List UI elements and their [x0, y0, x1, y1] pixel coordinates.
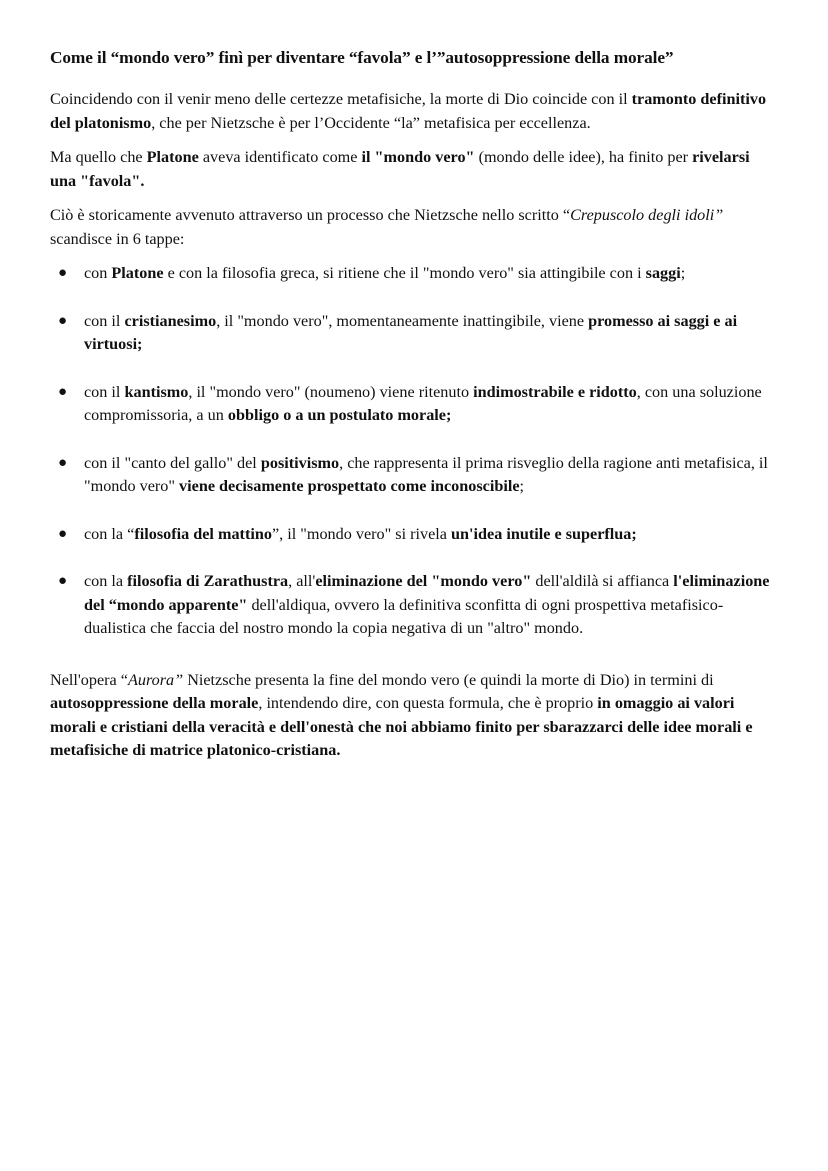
text-run: Nietzsche presenta la fine del mondo vero (e quindi la morte di Dio) in termini di [183, 670, 714, 689]
bold-run: tramonto definitivo del platonismo [50, 90, 767, 132]
bold-run: obbligo o a un postulato morale; [227, 406, 452, 424]
text-run: dell'aldiqua, ovvero la definitiva sconfitta di ogni prospettiva metafisico-dualistica che faccia del nostro mondo la copia negativa di un "altro" mondo. [84, 595, 724, 637]
bold-run: promesso ai saggi e ai virtuosi; [84, 311, 738, 353]
platone-paragraph [50, 146, 778, 193]
bold-run: saggi [645, 264, 681, 282]
bullet-icon: ● [58, 525, 68, 542]
text-run: scandisce in 6 tappe: [50, 229, 185, 248]
text-run: ”, il "mondo vero" si rivela [271, 524, 452, 543]
text-run: con il [84, 382, 125, 401]
bold-run: viene decisamente prospettato come inconoscibile [179, 477, 520, 495]
bold-run: rivelarsi una "favola". [50, 148, 750, 190]
bullet-icon: ● [58, 383, 68, 400]
bold-run: autosoppressione della morale [50, 694, 259, 712]
text-run: Ciò è storicamente avvenuto attraverso un processo che Nietzsche nello scritto “ [50, 206, 571, 224]
bold-run: eliminazione del "mondo vero" [315, 572, 532, 590]
bold-run: kantismo [124, 382, 189, 401]
text-run: con la [84, 572, 128, 590]
text-run: (mondo delle idee), ha finito per [474, 148, 693, 166]
list-item [50, 381, 778, 428]
list-item [50, 310, 778, 357]
bold-run: Platone [146, 148, 199, 166]
text-run: Nell'opera “ [50, 670, 128, 689]
text-run: con la “ [84, 524, 135, 543]
bold-run: filosofia del mattino [134, 524, 272, 543]
list-item [50, 262, 778, 286]
bold-run: in omaggio ai valori morali e cristiani della veracità e dell'onestà che noi abbiamo finito per sbarazzarci delle idee morali e metafisiche di matrice platonico-cristiana. [50, 694, 753, 759]
text-run: Ma quello che [50, 148, 147, 166]
bold-run: filosofia di Zarathustra [127, 572, 289, 590]
page-title: Come il “mondo vero” finì per diventare “favola” e l’”autosoppressione della morale” [50, 48, 674, 67]
text-run: con il "canto del gallo" del [84, 453, 261, 472]
bullet-icon: ● [58, 312, 68, 329]
text-run: , all' [288, 572, 316, 590]
process-paragraph [50, 204, 778, 251]
bold-run: cristianesimo [124, 311, 217, 330]
bold-run: positivismo [260, 453, 340, 472]
intro-paragraph [50, 88, 778, 135]
list-item [50, 570, 778, 641]
text-run: , il "mondo vero", momentaneamente inattingibile, viene [216, 311, 589, 330]
text-run: , intendendo dire, con questa formula, che è proprio [258, 694, 598, 712]
text-run: aveva identificato come [198, 148, 362, 166]
text-run: , che rappresenta il prima risveglio della ragione anti metafisica, il "mondo vero" [84, 453, 768, 495]
italic-run: Crepuscolo degli idoli” [570, 206, 724, 224]
text-run: ; [519, 477, 525, 495]
text-run: con [84, 264, 112, 282]
bold-run: il "mondo vero" [361, 148, 475, 166]
stages-list [50, 262, 778, 641]
text-run: con il [84, 311, 125, 330]
text-run: ; [680, 264, 686, 282]
bold-run: un'idea inutile e superflua; [451, 524, 637, 543]
text-run: e con la filosofia greca, si ritiene che il "mondo vero" sia attingibile con i [163, 264, 646, 282]
italic-run: Aurora” [127, 670, 184, 689]
text-run: , che per Nietzsche è per l’Occidente “la” metafisica per eccellenza. [151, 113, 591, 132]
bold-run: l'eliminazione del “mondo apparente" [84, 572, 770, 614]
bold-run: Platone [111, 264, 164, 282]
text-run: , con una soluzione compromissoria, a un [84, 382, 762, 424]
list-item [50, 523, 778, 547]
document-page [50, 46, 778, 774]
list-item [50, 452, 778, 499]
bullet-icon: ● [58, 265, 68, 281]
text-run: Coincidendo con il venir meno delle certezze metafisiche, la morte di Dio coincide con il [50, 90, 632, 108]
text-run: dell'aldilà si affianca [531, 572, 674, 590]
text-run: , il "mondo vero" (noumeno) viene ritenuto [188, 382, 474, 401]
bullet-icon: ● [58, 454, 68, 471]
bullet-icon: ● [58, 573, 68, 589]
bold-run: indimostrabile e ridotto [473, 382, 637, 401]
aurora-paragraph [50, 669, 778, 763]
